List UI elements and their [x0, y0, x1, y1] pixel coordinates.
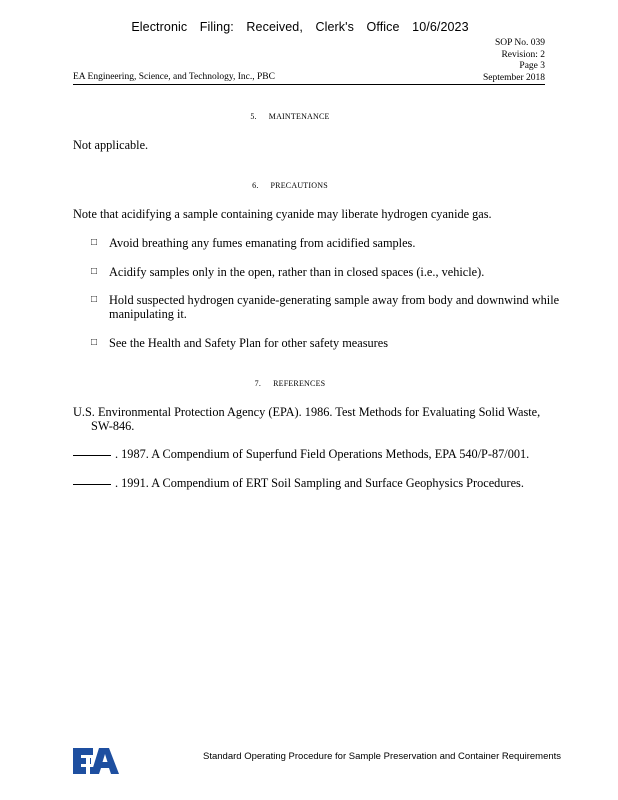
- header-date: September 2018: [482, 72, 545, 83]
- section-title: PRECAUTIONS: [270, 181, 328, 190]
- ea-logo-svg: [73, 748, 119, 774]
- maintenance-text: Not applicable.: [73, 138, 149, 152]
- revision: Revision: 2: [501, 49, 545, 60]
- bullet-box-icon: □: [91, 294, 98, 305]
- section-title: MAINTENANCE: [268, 112, 330, 121]
- reference-line: . 1987. A Compendium of Superfund Field Operations Methods, EPA 540/P-87/001.: [115, 447, 530, 461]
- page-number: Page 3: [519, 61, 545, 71]
- precautions-intro: Note that acidifying a sample containing cyanide may liberate hydrogen cyanide gas.: [73, 207, 492, 221]
- filing-stamp: Electronic Filing: Received, Clerk's Office 10/6/2023: [131, 20, 469, 34]
- bullet-text: See the Health and Safety Plan for other safety measures: [109, 336, 388, 350]
- ea-logo-icon: [73, 748, 119, 779]
- list-item: [91, 293, 561, 321]
- bullet-text: Avoid breathing any fumes emanating from acidified samples.: [109, 236, 416, 250]
- section-heading-maintenance: [0, 112, 580, 121]
- list-item: [91, 265, 561, 279]
- bullet-text: Acidify samples only in the open, rather than in closed spaces (i.e., vehicle).: [109, 265, 485, 279]
- reference-line: . 1991. A Compendium of ERT Soil Sampling and Surface Geophysics Procedures.: [115, 476, 524, 490]
- section-number: 7.: [254, 379, 262, 388]
- reference-line: U.S. Environmental Protection Agency (EPA). 1986. Test Methods for Evaluating Solid Waste,: [73, 405, 541, 419]
- section-heading-references: [0, 379, 580, 388]
- ditto-dash: [73, 455, 111, 456]
- section-title: REFERENCES: [273, 379, 326, 388]
- list-item: [91, 236, 561, 250]
- header-divider: [73, 84, 545, 85]
- reference-line: SW-846.: [91, 419, 135, 433]
- list-item: [91, 336, 561, 350]
- bullet-box-icon: □: [91, 237, 98, 248]
- bullet-text: Hold suspected hydrogen cyanide-generating sample away from body and downwind while manipulating it.: [109, 293, 560, 321]
- reference-item: [73, 476, 553, 490]
- bullet-box-icon: □: [91, 337, 98, 348]
- bullet-box-icon: □: [91, 266, 98, 277]
- company-name: EA Engineering, Science, and Technology, Inc., PBC: [73, 72, 275, 82]
- reference-item: [73, 447, 553, 461]
- section-heading-precautions: [0, 181, 580, 190]
- section-number: 5.: [250, 112, 257, 121]
- reference-item: [73, 405, 553, 433]
- footer-text: Standard Operating Procedure for Sample Preservation and Container Requirements: [203, 751, 562, 762]
- ditto-dash: [73, 484, 111, 485]
- header-meta: [483, 38, 545, 84]
- section-number: 6.: [252, 181, 259, 190]
- sop-number: SOP No. 039: [494, 38, 545, 48]
